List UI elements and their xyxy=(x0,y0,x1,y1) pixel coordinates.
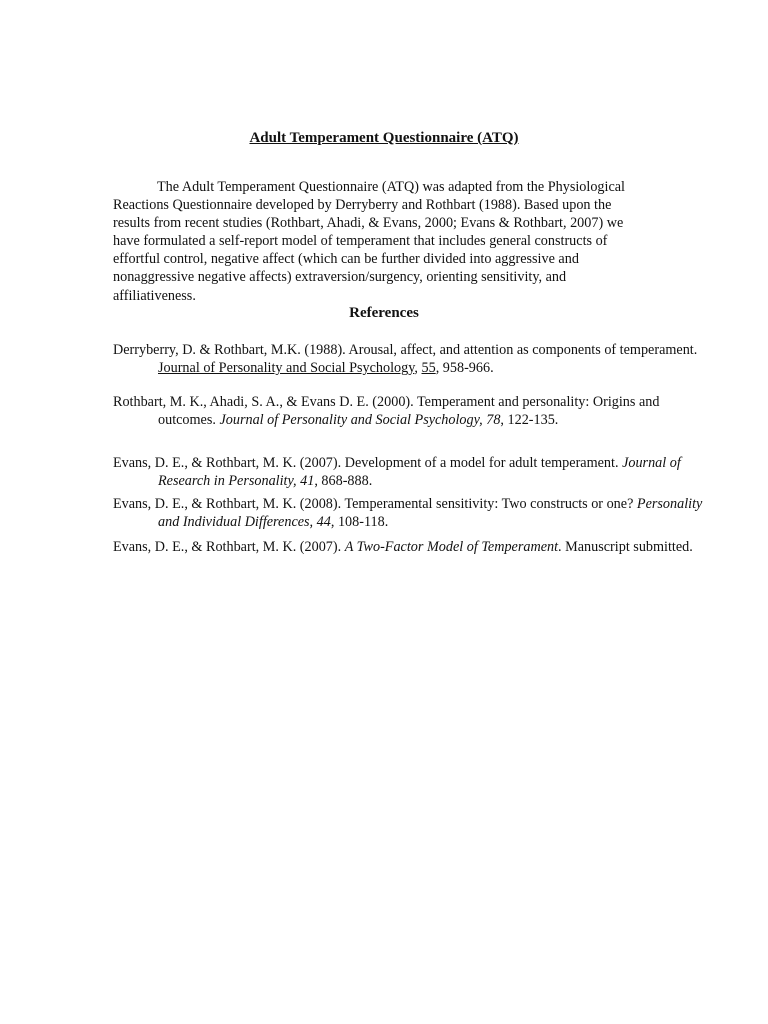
intro-text: The Adult Temperament Questionnaire (ATQ) was adapted from the Physiological Reactions Questionnaire developed by Derryberry and Rothbart (1988). Based upon the results from recent studies (Rothbart, Ahadi, & Evans, 2000; Evans & Rothbart, 2007) we have formulated a self-report model of temperament that includes general constructs of effortful control, negative affect (which can be further divided into aggressive and nonaggressive negative affects) extraversion/surgency, orienting sensitivity, and affiliativeness. xyxy=(113,179,625,304)
reference-journal: Journal of Personality and Social Psychology, 78 xyxy=(219,412,501,429)
reference-journal: Journal of Personality and Social Psychology xyxy=(158,360,415,377)
reference-authors: Rothbart, M. K., Ahadi, S. A., & Evans D. E. (2000). Temperament and personality: Origins and outcomes. xyxy=(113,394,660,429)
reference-separator: , xyxy=(414,360,422,377)
references-heading: References xyxy=(349,305,419,321)
reference-journal: Journal of Research in Personality, 41 xyxy=(158,455,681,490)
reference-pages: , 122-135. xyxy=(500,412,559,429)
reference-pages: , 958-966. xyxy=(435,360,494,377)
reference-item xyxy=(113,495,718,531)
reference-authors: Derryberry, D. & Rothbart, M.K. (1988). Arousal, affect, and attention as components of temperament. xyxy=(113,342,698,358)
reference-item xyxy=(113,538,718,556)
reference-pages: , 868-888. xyxy=(314,473,373,490)
reference-journal: Personality and Individual Differences, 44 xyxy=(158,496,703,531)
document-title: Adult Temperament Questionnaire (ATQ) xyxy=(249,130,519,146)
reference-volume: 55 xyxy=(421,360,436,377)
reference-title: A Two-Factor Model of Temperament xyxy=(344,539,559,555)
reference-authors: Evans, D. E., & Rothbart, M. K. (2008). Temperamental sensitivity: Two constructs or one? xyxy=(113,496,637,512)
intro-paragraph xyxy=(113,178,643,305)
reference-pages: , 108-118. xyxy=(330,514,389,531)
reference-note: . Manuscript submitted. xyxy=(558,539,693,555)
reference-item xyxy=(113,454,718,490)
reference-item xyxy=(113,341,718,377)
reference-authors: Evans, D. E., & Rothbart, M. K. (2007). xyxy=(113,539,345,555)
reference-authors: Evans, D. E., & Rothbart, M. K. (2007). Development of a model for adult temperament. xyxy=(113,455,623,471)
reference-item xyxy=(113,393,718,429)
